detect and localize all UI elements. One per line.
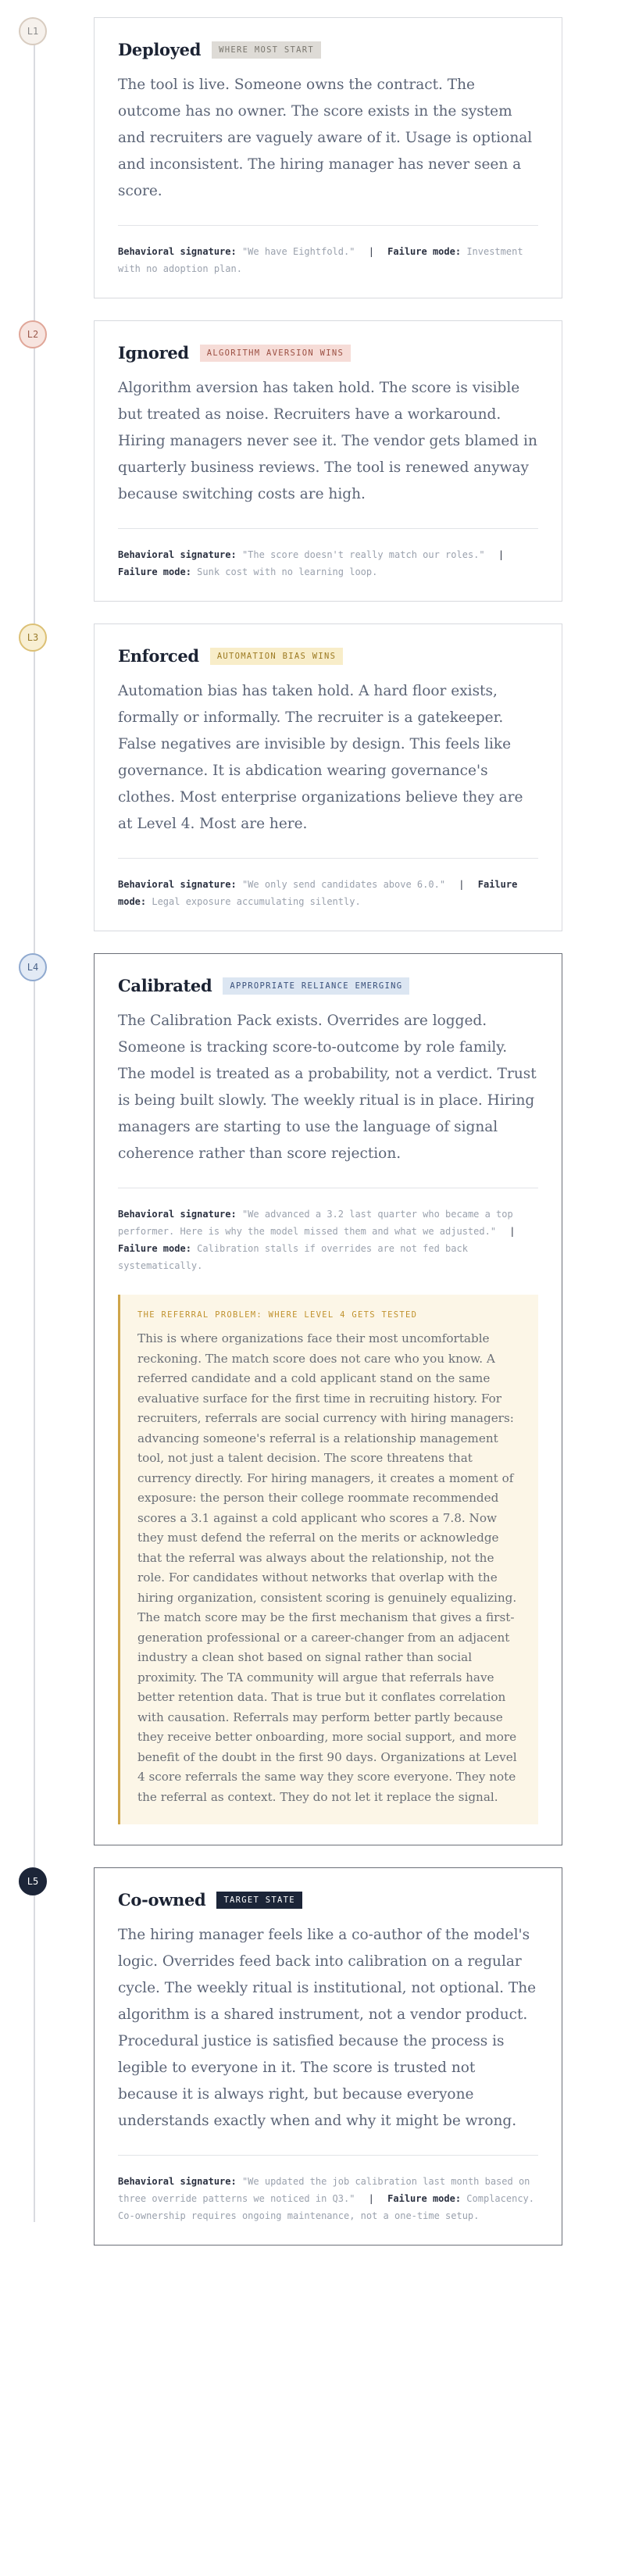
- level-description: Algorithm aversion has taken hold. The score is visible but treated as noise. Recruiters have a workaround. Hiring managers never see it. The vendor gets blamed in quarterly business reviews. The tool is renewed anyway because switching costs are high.: [118, 380, 537, 502]
- failure-value: Sunk cost with no learning loop.: [197, 566, 378, 577]
- signature-label: Behavioral signature:: [118, 2176, 237, 2187]
- level-badge: L2: [19, 320, 47, 348]
- level-tag: TARGET STATE: [216, 1892, 302, 1909]
- level-card: [94, 1867, 562, 2246]
- level-tag: WHERE MOST START: [212, 41, 321, 59]
- callout-title: THE REFERRAL PROBLEM: WHERE LEVEL 4 GETS TESTED: [137, 1310, 418, 1320]
- level-card: [94, 623, 562, 931]
- signature-value: "We advanced a 3.2 last quarter who became a top performer. Here is why the model missed them and what we adjusted.": [118, 1209, 513, 1237]
- signature-block: [118, 225, 538, 277]
- level-5: [0, 1867, 621, 2246]
- signature-value: "We have Eightfold.": [241, 246, 355, 257]
- level-tag: ALGORITHM AVERSION WINS: [200, 345, 351, 362]
- level-title: Co-owned: [118, 1890, 206, 1910]
- level-4: [0, 953, 621, 1845]
- level-badge: L1: [19, 17, 47, 45]
- failure-value: Calibration stalls if overrides are not fed back systematically.: [118, 1243, 468, 1271]
- separator: |: [459, 879, 465, 890]
- signature-label: Behavioral signature:: [118, 246, 237, 257]
- signature-block: [118, 528, 538, 581]
- level-card: [94, 953, 562, 1845]
- referral-callout: [118, 1295, 538, 1824]
- level-description: The hiring manager feels like a co-author of the model's logic. Overrides feed back into calibration on a regular cycle. The weekly ritual is institutional, not optional. The algorithm is a shared instrument, not a vendor product. Procedural justice is satisfied because the process is legible to everyone in it. The score is trusted not because it is always right, but because everyone understands exactly when and why it might be wrong.: [118, 1927, 537, 2129]
- failure-label: Failure mode:: [387, 2193, 462, 2204]
- failure-label: Failure mode:: [118, 566, 191, 577]
- failure-value: Investment with no adoption plan.: [118, 246, 523, 274]
- signature-value: "We only send candidates above 6.0.": [241, 879, 446, 890]
- signature-value: "The score doesn't really match our roles.": [241, 549, 485, 560]
- level-2: [0, 320, 621, 602]
- level-3: [0, 623, 621, 931]
- signature-label: Behavioral signature:: [118, 1209, 237, 1220]
- level-title: Enforced: [118, 646, 199, 666]
- failure-label: Failure mode:: [118, 879, 518, 907]
- level-description: The tool is live. Someone owns the contract. The outcome has no owner. The score exists in the system and recruiters are vaguely aware of it. Usage is optional and inconsistent. The hiring manager has never seen a score.: [118, 77, 533, 199]
- separator: |: [368, 2193, 374, 2204]
- failure-label: Failure mode:: [118, 1243, 191, 1254]
- separator: |: [498, 549, 505, 560]
- level-title: Calibrated: [118, 976, 212, 995]
- level-header: [118, 646, 538, 666]
- level-card: [94, 17, 562, 298]
- level-title: Ignored: [118, 343, 189, 363]
- signature-label: Behavioral signature:: [118, 549, 237, 560]
- level-tag: AUTOMATION BIAS WINS: [210, 648, 343, 665]
- level-header: [118, 1890, 538, 1910]
- separator: |: [509, 1226, 516, 1237]
- level-header: [118, 976, 538, 995]
- level-card: [94, 320, 562, 602]
- level-header: [118, 343, 538, 363]
- failure-value: Legal exposure accumulating silently.: [152, 896, 361, 907]
- level-badge: L4: [19, 953, 47, 981]
- level-tag: APPROPRIATE RELIANCE EMERGING: [223, 977, 409, 995]
- signature-block: [118, 858, 538, 910]
- signature-block: [118, 1188, 538, 1274]
- level-badge: L5: [19, 1867, 47, 1895]
- level-header: [118, 40, 538, 59]
- separator: |: [368, 246, 374, 257]
- signature-label: Behavioral signature:: [118, 879, 237, 890]
- level-badge: L3: [19, 623, 47, 652]
- level-1: [0, 17, 621, 298]
- signature-value: "We updated the job calibration last month based on three override patterns we noticed in Q3.": [118, 2176, 530, 2204]
- level-description: Automation bias has taken hold. A hard floor exists, formally or informally. The recruiter is a gatekeeper. False negatives are invisible by design. This feels like governance. It is abdication wearing governance's clothes. Most enterprise organizations believe they are at Level 4. Most are here.: [118, 683, 523, 832]
- failure-label: Failure mode:: [387, 246, 462, 257]
- level-description: The Calibration Pack exists. Overrides are logged. Someone is tracking score-to-outcome by role family. The model is treated as a probability, not a verdict. Trust is being built slowly. The weekly ritual is in place. Hiring managers are starting to use the language of signal coherence rather than score rejection.: [118, 1013, 537, 1162]
- signature-block: [118, 2155, 538, 2224]
- failure-value: Complacency. Co-ownership requires ongoing maintenance, not a one-time setup.: [118, 2193, 534, 2221]
- callout-body: This is where organizations face their most uncomfortable reckoning. The match score does not care who you know. A referred candidate and a cold applicant stand on the same evaluative surface for the first time in recruiting history. For recruiters, referrals are social currency with hiring managers: advancing someone's referral is a relationship management tool, not just a talent decision. The score threatens that currency directly. For hiring managers, it creates a moment of exposure: the person their college roommate recommended scores a 3.1 against a cold applicant who scores a 7.8. Now they must defend the referral on the merits or acknowledge that the referral was always about the relationship, not the role. For candidates without networks that overlap with the hiring organization, consistent scoring is genuinely equalizing. The match score may be the first mechanism that gives a first-generation professional or a career-changer from an adjacent industry a clean shot based on signal rather than social proximity. The TA community will argue that referrals have better retention data. That is true but it conflates correlation with causation. Referrals may perform better partly because they receive better onboarding, more social support, and more benefit of the doubt in the first 90 days. Organizations at Level 4 score referrals the same way they score everyone. They note the referral as context. They do not let it replace the signal.: [137, 1331, 517, 1804]
- level-title: Deployed: [118, 40, 202, 59]
